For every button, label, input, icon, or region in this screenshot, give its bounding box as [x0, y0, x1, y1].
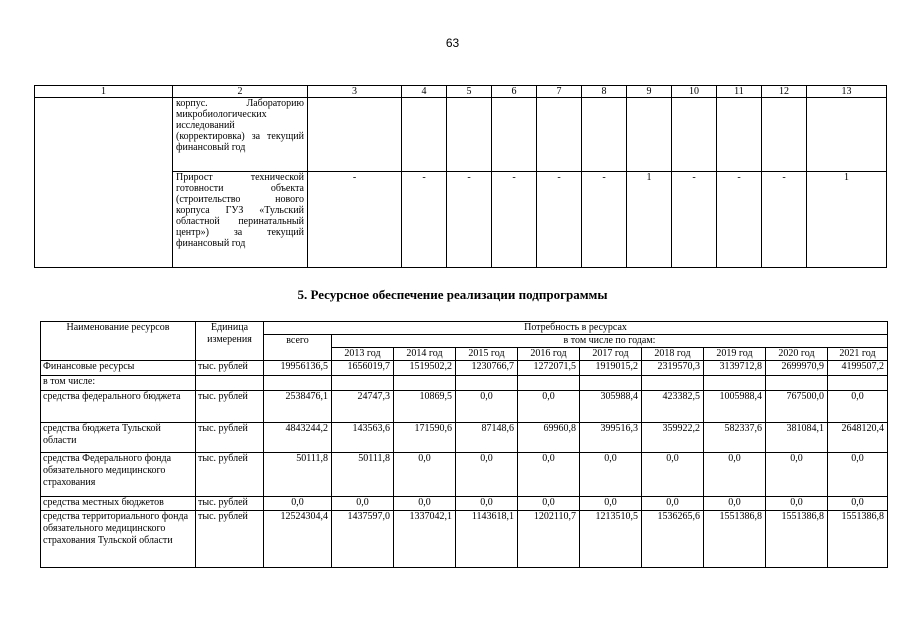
- year-value: 10869,5: [394, 391, 456, 423]
- resource-total: 12524304,4: [264, 511, 332, 568]
- year-value: 0,0: [456, 391, 518, 423]
- year-value: 0,0: [394, 497, 456, 511]
- year-value: 1536265,6: [642, 511, 704, 568]
- year-value: 582337,6: [704, 423, 766, 453]
- resources-table: [40, 321, 888, 568]
- table-row: [41, 391, 888, 423]
- column-number: 6: [492, 86, 537, 98]
- year-value: 1230766,7: [456, 361, 518, 376]
- table-cell: -: [447, 172, 492, 268]
- year-value: 1519502,2: [394, 361, 456, 376]
- table-cell: -: [762, 172, 807, 268]
- year-header: 2016 год: [518, 348, 580, 361]
- resource-name: средства территориального фонда обязательного медицинского страхования Тульской области: [41, 511, 196, 568]
- column-number: 9: [627, 86, 672, 98]
- year-value: 359922,2: [642, 423, 704, 453]
- header-need: Потребность в ресурсах: [264, 322, 888, 335]
- resource-unit: тыс. рублей: [196, 497, 264, 511]
- year-value: 3139712,8: [704, 361, 766, 376]
- resource-unit: тыс. рублей: [196, 423, 264, 453]
- indicator-name: корпус. Лабораторию микробиологических исследований (корректировка) за текущий финансовый год: [173, 98, 308, 172]
- year-value: 0,0: [828, 497, 888, 511]
- year-value: 1143618,1: [456, 511, 518, 568]
- year-value: 0,0: [518, 453, 580, 497]
- column-number: 2: [173, 86, 308, 98]
- resource-name: средства федерального бюджета: [41, 391, 196, 423]
- column-number: 3: [308, 86, 402, 98]
- table-cell: -: [492, 172, 537, 268]
- header-by-year: в том числе по годам:: [332, 335, 888, 348]
- year-value: 143563,6: [332, 423, 394, 453]
- table-cell: -: [672, 172, 717, 268]
- table-row: [41, 361, 888, 376]
- year-value: 1551386,8: [828, 511, 888, 568]
- year-value: 381084,1: [766, 423, 828, 453]
- column-number: 10: [672, 86, 717, 98]
- year-value: 50111,8: [332, 453, 394, 497]
- year-value: 0,0: [580, 497, 642, 511]
- section-title: 5. Ресурсное обеспечение реализации подпрограммы: [297, 287, 608, 302]
- year-value: 1656019,7: [332, 361, 394, 376]
- table-cell: 1: [807, 172, 887, 268]
- year-value: 1551386,8: [766, 511, 828, 568]
- year-value: 1437597,0: [332, 511, 394, 568]
- table-cell: -: [582, 172, 627, 268]
- year-header: 2020 год: [766, 348, 828, 361]
- page-number: 63: [445, 36, 460, 50]
- year-value: 0,0: [642, 497, 704, 511]
- year-value: 0,0: [642, 453, 704, 497]
- year-value: 0,0: [456, 497, 518, 511]
- indicator-name: Прирост технической готовности объекта (строительство нового корпуса ГУЗ «Тульский областной перинатальный центр») за текущий финансовый год: [173, 172, 308, 268]
- year-value: 0,0: [518, 391, 580, 423]
- year-value: 2699970,9: [766, 361, 828, 376]
- table-cell: -: [308, 172, 402, 268]
- resource-unit: тыс. рублей: [196, 391, 264, 423]
- year-value: 0,0: [704, 453, 766, 497]
- year-value: 4199507,2: [828, 361, 888, 376]
- column-number: 7: [537, 86, 582, 98]
- year-value: 0,0: [828, 391, 888, 423]
- resource-name: средства местных бюджетов: [41, 497, 196, 511]
- year-value: 0,0: [332, 497, 394, 511]
- resource-name: Финансовые ресурсы: [41, 361, 196, 376]
- year-value: 2319570,3: [642, 361, 704, 376]
- table-cell: -: [717, 172, 762, 268]
- column-number: 13: [807, 86, 887, 98]
- year-value: 1005988,4: [704, 391, 766, 423]
- year-value: 767500,0: [766, 391, 828, 423]
- year-value: 399516,3: [580, 423, 642, 453]
- year-value: 0,0: [828, 453, 888, 497]
- year-value: 69960,8: [518, 423, 580, 453]
- table-cell: 1: [627, 172, 672, 268]
- year-value: 0,0: [394, 453, 456, 497]
- resource-total: 4843244,2: [264, 423, 332, 453]
- column-number: 12: [762, 86, 807, 98]
- resource-unit: тыс. рублей: [196, 361, 264, 376]
- year-value: 1202110,7: [518, 511, 580, 568]
- year-value: 24747,3: [332, 391, 394, 423]
- resource-total: 50111,8: [264, 453, 332, 497]
- column-number: 11: [717, 86, 762, 98]
- year-value: 0,0: [518, 497, 580, 511]
- year-header: 2021 год: [828, 348, 888, 361]
- year-value: 2648120,4: [828, 423, 888, 453]
- column-number: 1: [35, 86, 173, 98]
- year-value: 0,0: [766, 497, 828, 511]
- year-value: 1551386,8: [704, 511, 766, 568]
- table-cell: -: [402, 172, 447, 268]
- year-value: 0,0: [456, 453, 518, 497]
- year-value: 0,0: [704, 497, 766, 511]
- indicators-table: [34, 85, 887, 268]
- table-row: [41, 453, 888, 497]
- header-unit: Единица измерения: [196, 322, 264, 361]
- resource-unit: тыс. рублей: [196, 453, 264, 497]
- table-row: [41, 497, 888, 511]
- table-cell: -: [537, 172, 582, 268]
- year-header: 2015 год: [456, 348, 518, 361]
- column-number: 8: [582, 86, 627, 98]
- year-header: 2014 год: [394, 348, 456, 361]
- table-row: [41, 423, 888, 453]
- resource-total: 2538476,1: [264, 391, 332, 423]
- year-header: 2019 год: [704, 348, 766, 361]
- resource-total: 0,0: [264, 497, 332, 511]
- table-header-row: [35, 86, 887, 98]
- table-cell: [35, 98, 173, 268]
- in-that-number-label: в том числе:: [41, 376, 196, 391]
- year-value: 423382,5: [642, 391, 704, 423]
- resource-name: средства Федерального фонда обязательного медицинского страхования: [41, 453, 196, 497]
- year-value: 1272071,5: [518, 361, 580, 376]
- year-header: 2013 год: [332, 348, 394, 361]
- resource-name: средства бюджета Тульской области: [41, 423, 196, 453]
- year-value: 1919015,2: [580, 361, 642, 376]
- table-row: [35, 98, 887, 172]
- year-value: 1337042,1: [394, 511, 456, 568]
- year-value: 305988,4: [580, 391, 642, 423]
- column-number: 4: [402, 86, 447, 98]
- resource-total: 19956136,5: [264, 361, 332, 376]
- year-value: 0,0: [580, 453, 642, 497]
- resource-unit: тыс. рублей: [196, 511, 264, 568]
- column-number: 5: [447, 86, 492, 98]
- year-value: 87148,6: [456, 423, 518, 453]
- year-value: 171590,6: [394, 423, 456, 453]
- table-row: [41, 511, 888, 568]
- year-header: 2018 год: [642, 348, 704, 361]
- header-resource-name: Наименование ресурсов: [41, 322, 196, 361]
- header-total: всего: [264, 335, 332, 361]
- year-value: 1213510,5: [580, 511, 642, 568]
- table-row: [41, 376, 888, 391]
- year-header: 2017 год: [580, 348, 642, 361]
- year-value: 0,0: [766, 453, 828, 497]
